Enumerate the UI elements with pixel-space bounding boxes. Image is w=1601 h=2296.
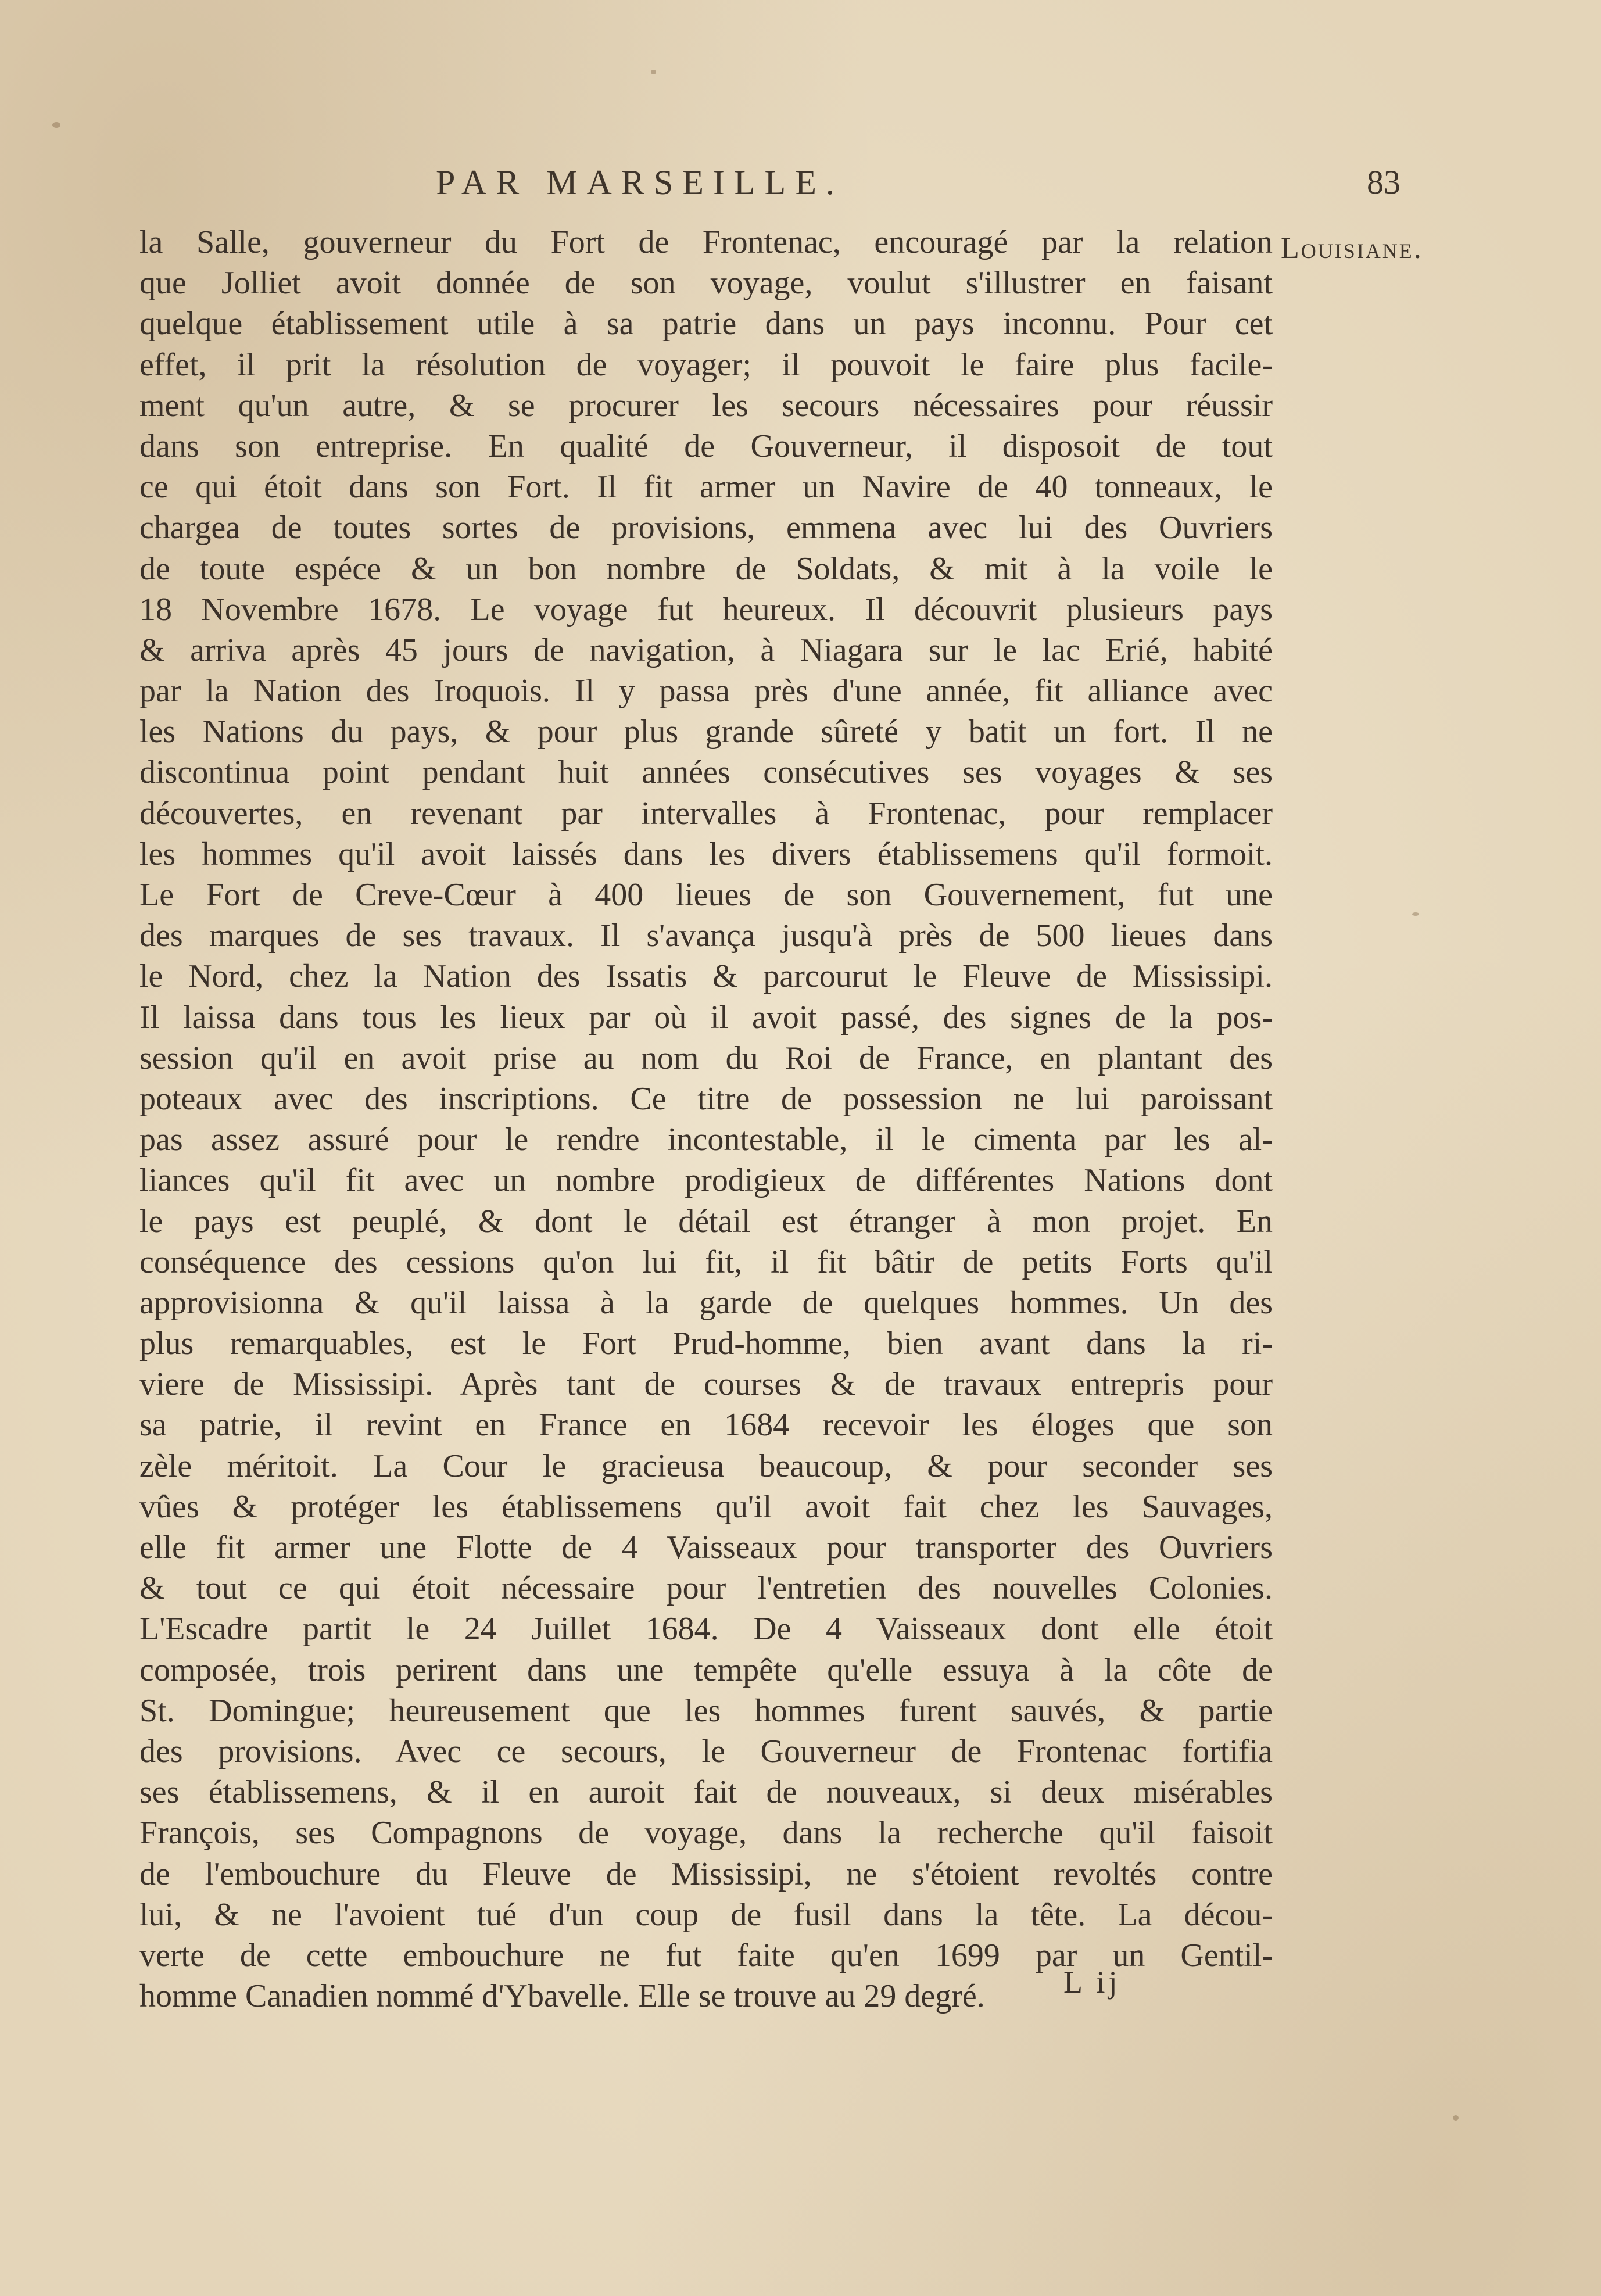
text-line: & arriva après 45 jours de navigation, à Niagara sur le lac Erié, habité	[139, 632, 1273, 668]
text-line: conséquence des cessions qu'on lui fit, il fit bâtir de petits Forts qu'il	[139, 1244, 1273, 1280]
text-line: ce qui étoit dans son Fort. Il fit armer un Navire de 40 tonneaux, le	[139, 469, 1273, 506]
text-line: des provisions. Avec ce secours, le Gouverneur de Frontenac fortifia	[139, 1733, 1273, 1770]
text-line: Le Fort de Creve-Cœur à 400 lieues de son Gouvernement, fut une	[139, 877, 1273, 913]
text-line: de toute espéce & un bon nombre de Soldats, & mit à la voile le	[139, 550, 1273, 587]
text-line: les Nations du pays, & pour plus grande sûreté y batit un fort. Il ne	[139, 714, 1273, 750]
text-line: discontinua point pendant huit années consécutives ses voyages & ses	[139, 754, 1273, 791]
text-line: viere de Mississipi. Après tant de courses & de travaux entrepris pour	[139, 1366, 1273, 1403]
text-line: chargea de toutes sortes de provisions, emmena avec lui des Ouvriers	[139, 510, 1273, 546]
text-line: vûes & protéger les établissemens qu'il avoit fait chez les Sauvages,	[139, 1488, 1273, 1525]
text-line: session qu'il en avoit prise au nom du Roi de France, en plantant des	[139, 1040, 1273, 1076]
text-line: plus remarquables, est le Fort Prud-homme, bien avant dans la ri-	[139, 1326, 1273, 1362]
text-line: les hommes qu'il avoit laissés dans les divers établissemens qu'il formoit.	[139, 836, 1273, 872]
text-line: Il laissa dans tous les lieux par où il avoit passé, des signes de la pos-	[139, 999, 1273, 1036]
paper-speck	[1453, 2115, 1459, 2121]
page-number: 83	[1367, 163, 1401, 201]
text-line: la Salle, gouverneur du Fort de Frontenac, encouragé par la relation	[139, 224, 1273, 260]
text-line: & tout ce qui étoit nécessaire pour l'entretien des nouvelles Colonies.	[139, 1570, 1273, 1607]
text-line: ment qu'un autre, & se procurer les secours nécessaires pour réussir	[139, 387, 1273, 424]
text-line: que Jolliet avoit donnée de son voyage, voulut s'illustrer en faisant	[139, 265, 1273, 302]
text-line: par la Nation des Iroquois. Il y passa près d'une année, fit alliance avec	[139, 673, 1273, 710]
text-line: découvertes, en revenant par intervalles à Frontenac, pour remplacer	[139, 795, 1273, 832]
text-line: ses établissemens, & il en auroit fait de nouveaux, si deux misérables	[139, 1774, 1273, 1811]
text-line: le pays est peuplé, & dont le détail est étranger à mon projet. En	[139, 1203, 1273, 1240]
body-text	[139, 222, 1273, 2016]
text-line: de l'embouchure du Fleuve de Mississipi, ne s'étoient revoltés contre	[139, 1856, 1273, 1892]
text-line: lui, & ne l'avoient tué d'un coup de fusil dans la tête. La décou-	[139, 1896, 1273, 1933]
text-line: composée, trois perirent dans une tempête qu'elle essuya à la côte de	[139, 1652, 1273, 1688]
text-line: zèle méritoit. La Cour le gracieusa beaucoup, & pour seconder ses	[139, 1448, 1273, 1484]
text-line: elle fit armer une Flotte de 4 Vaisseaux pour transporter des Ouvriers	[139, 1530, 1273, 1566]
text-line: pas assez assuré pour le rendre incontestable, il le cimenta par les al-	[139, 1122, 1273, 1158]
text-line: sa patrie, il revint en France en 1684 recevoir les éloges que son	[139, 1407, 1273, 1443]
paper-speck	[651, 70, 656, 74]
paper-speck	[52, 122, 60, 128]
text-line: le Nord, chez la Nation des Issatis & parcourut le Fleuve de Mississipi.	[139, 958, 1273, 995]
text-line: homme Canadien nommé d'Ybavelle. Elle se trouve au 29 degré.	[139, 1978, 985, 2015]
paper-speck	[1412, 912, 1419, 916]
text-line: effet, il prit la résolution de voyager; il pouvoit le faire plus facile-	[139, 346, 1273, 383]
text-line: verte de cette embouchure ne fut faite qu'en 1699 par un Gentil-	[139, 1937, 1273, 1973]
text-line: 18 Novembre 1678. Le voyage fut heureux. Il découvrit plusieurs pays	[139, 591, 1273, 628]
text-line: poteaux avec des inscriptions. Ce titre de possession ne lui paroissant	[139, 1080, 1273, 1117]
text-line: approvisionna & qu'il laissa à la garde de quelques hommes. Un des	[139, 1284, 1273, 1321]
text-line: L'Escadre partit le 24 Juillet 1684. De 4 Vaisseaux dont elle étoit	[139, 1611, 1273, 1647]
text-line: liances qu'il fit avec un nombre prodigieux de différentes Nations dont	[139, 1162, 1273, 1199]
text-line: St. Domingue; heureusement que les hommes furent sauvés, & partie	[139, 1692, 1273, 1729]
text-line: quelque établissement utile à sa patrie dans un pays inconnu. Pour cet	[139, 306, 1273, 342]
text-line: François, ses Compagnons de voyage, dans la recherche qu'il faisoit	[139, 1815, 1273, 1851]
signature-mark: L ij	[1063, 1965, 1121, 2000]
text-line: dans son entreprise. En qualité de Gouverneur, il disposoit de tout	[139, 428, 1273, 464]
running-head: PAR MARSEILLE.	[436, 163, 844, 202]
text-line: des marques de ses travaux. Il s'avança jusqu'à près de 500 lieues dans	[139, 918, 1273, 954]
margin-note: Louisiane.	[1281, 232, 1423, 265]
page-header	[436, 163, 1401, 209]
